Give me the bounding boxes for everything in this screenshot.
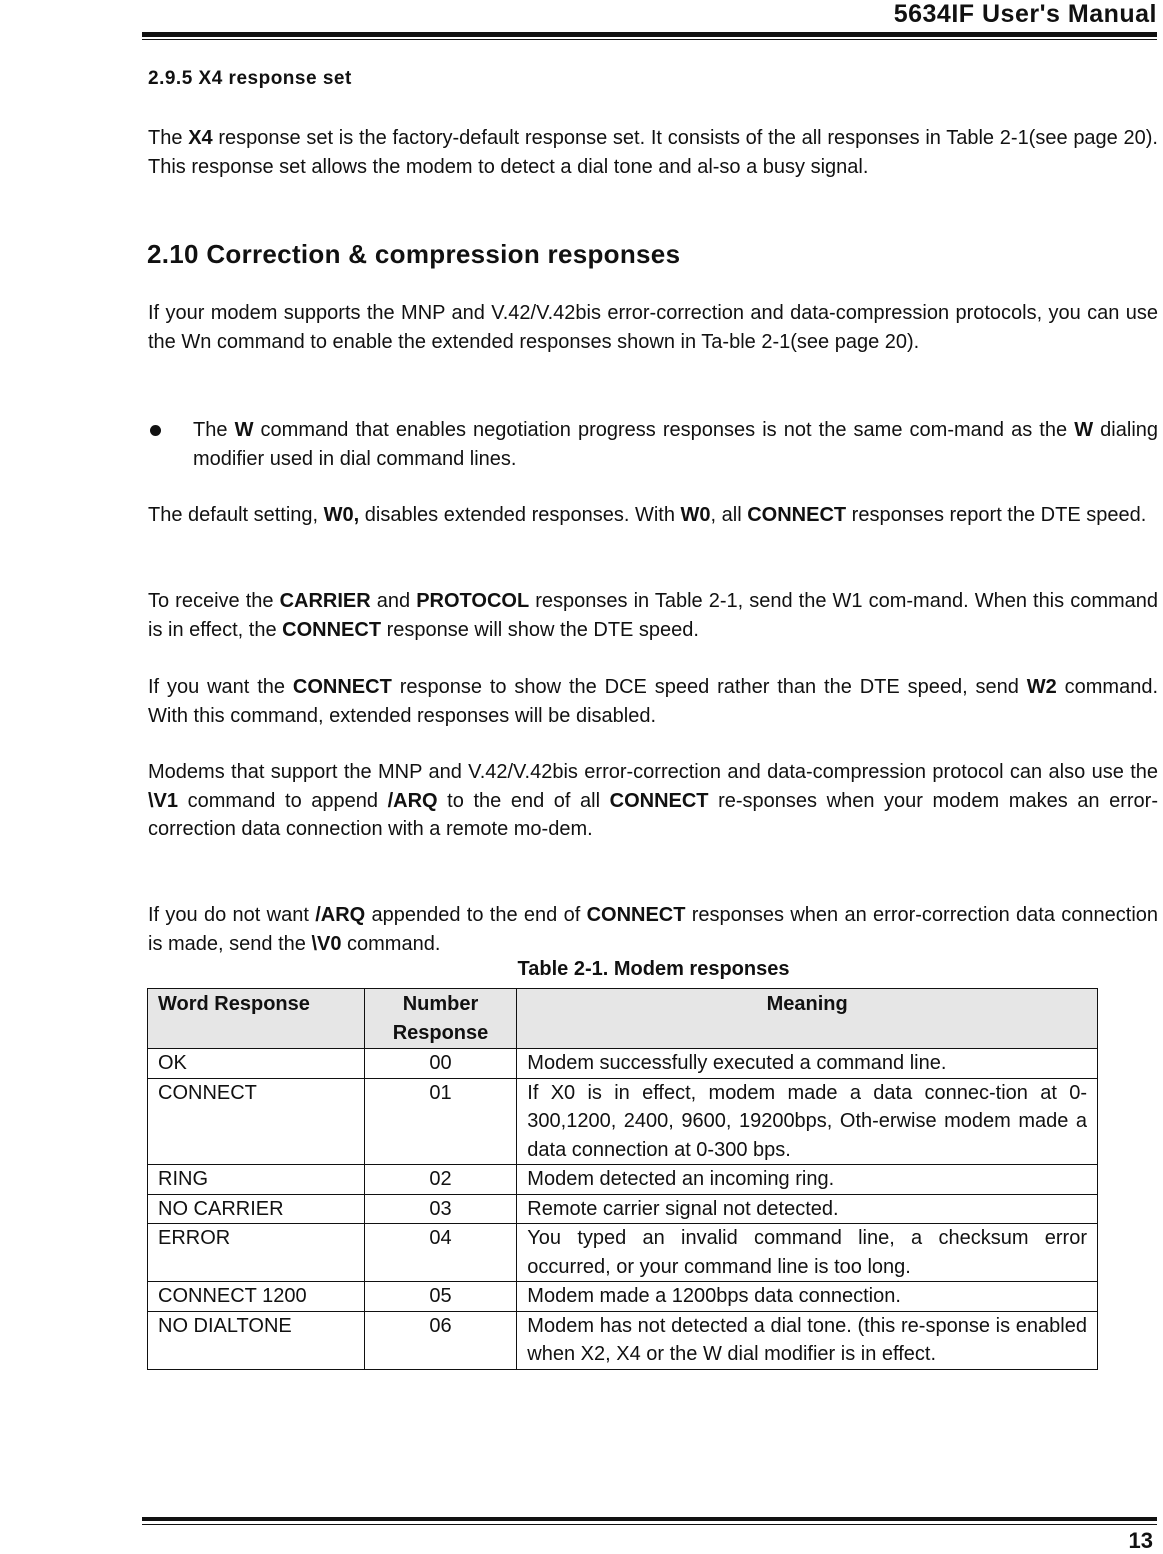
paragraph-wn-command: If your modem supports the MNP and V.42/V.42bis error-correction and data-compression protocols, you can use the Wn command to enable the extended responses shown in Ta-ble 2-1(see page 20). <box>148 302 1158 353</box>
table-row <box>148 1311 1098 1369</box>
cell-word: NO DIALTONE <box>148 1311 365 1369</box>
cell-number: 01 <box>364 1078 517 1165</box>
header-rule-thin <box>142 39 1157 40</box>
table-row <box>148 1049 1098 1079</box>
cell-number: 00 <box>364 1049 517 1079</box>
modem-responses-table <box>147 988 1098 1370</box>
cell-meaning: If X0 is in effect, modem made a data connec-tion at 0-300,1200, 2400, 9600, 19200bps, Oth-erwise modem made a data connection at 0-300 bps. <box>517 1078 1098 1165</box>
paragraph-v1-arq: Modems that support the MNP and V.42/V.42bis error-correction and data-compression protocol can also use the \V1 command to append /ARQ to the end of all CONNECT re-sponses when your modem makes an error-correction data connection with a remote mo-dem. <box>148 761 1158 840</box>
running-header-title: 5634IF User's Manual <box>893 0 1157 28</box>
table-caption: Table 2-1. Modem responses <box>517 958 790 980</box>
paragraph-default-setting: The default setting, W0, disables extended responses. With W0, all CONNECT responses report the DTE speed. <box>148 504 1147 526</box>
cell-number: 05 <box>364 1282 517 1312</box>
cell-meaning: Remote carrier signal not detected. <box>517 1194 1098 1224</box>
cell-word: ERROR <box>148 1224 365 1282</box>
cell-word: RING <box>148 1165 365 1195</box>
bullet-note-text: The W command that enables negotiation progress responses is not the same com-mand as the W dialing modifier used in dial command lines. <box>193 419 1159 470</box>
footer-rule-thick <box>142 1517 1157 1521</box>
cell-number: 06 <box>364 1311 517 1369</box>
paragraph-carrier-protocol: To receive the CARRIER and PROTOCOL responses in Table 2-1, send the W1 com-mand. When this command is in effect, the CONNECT response will show the DTE speed. <box>148 590 1159 641</box>
paragraph-x4-response-set: The X4 response set is the factory-default response set. It consists of the all responses in Table 2-1(see page 20). This response set allows the modem to detect a dial tone and al-so a busy signal. <box>148 127 1158 178</box>
table-row <box>148 1165 1098 1195</box>
table-row <box>148 1282 1098 1312</box>
cell-word: CONNECT 1200 <box>148 1282 365 1312</box>
cell-word: OK <box>148 1049 365 1079</box>
cell-number: 04 <box>364 1224 517 1282</box>
header-word-response: Word Response <box>148 989 365 1049</box>
header-meaning: Meaning <box>517 989 1098 1049</box>
header-number-response: Number Response <box>364 989 517 1049</box>
header-rule-thick <box>142 32 1157 37</box>
cell-meaning: Modem made a 1200bps data connection. <box>517 1282 1098 1312</box>
cell-word: NO CARRIER <box>148 1194 365 1224</box>
cell-meaning: Modem detected an incoming ring. <box>517 1165 1098 1195</box>
cell-number: 02 <box>364 1165 517 1195</box>
footer-rule-thin <box>142 1524 1157 1525</box>
paragraph-dce-speed: If you want the CONNECT response to show the DCE speed rather than the DTE speed, send W2 command. With this command, extended responses will be disabled. <box>148 676 1158 727</box>
section-heading-2-10: 2.10 Correction & compression responses <box>147 239 681 269</box>
table-row <box>148 1194 1098 1224</box>
section-heading-2-9-5: 2.9.5 X4 response set <box>148 68 352 89</box>
cell-meaning: Modem has not detected a dial tone. (this re-sponse is enabled when X2, X4 or the W dial modifier is in effect. <box>517 1311 1098 1369</box>
table-row <box>148 1078 1098 1165</box>
cell-meaning: You typed an invalid command line, a checksum error occurred, or your command line is too long. <box>517 1224 1098 1282</box>
cell-word: CONNECT <box>148 1078 365 1165</box>
table-row <box>148 1224 1098 1282</box>
page-number: 13 <box>1128 1528 1153 1553</box>
table-header-row <box>148 989 1098 1049</box>
cell-meaning: Modem successfully executed a command line. <box>517 1049 1098 1079</box>
paragraph-v0: If you do not want /ARQ appended to the end of CONNECT responses when an error-correction data connection is made, send the \V0 command. <box>148 904 1159 955</box>
bullet-icon <box>150 425 161 436</box>
cell-number: 03 <box>364 1194 517 1224</box>
